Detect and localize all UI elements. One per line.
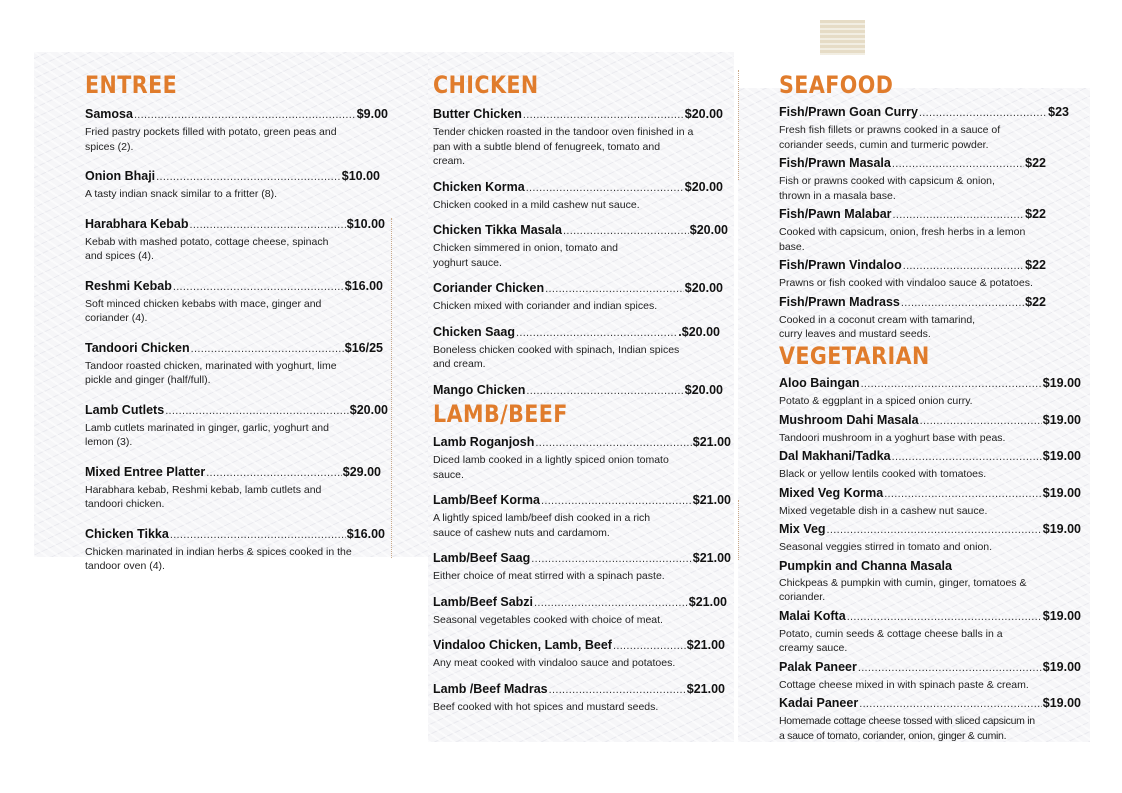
- item-description: Potato & eggplant in a spiced onion curry.: [779, 395, 973, 407]
- item-price: $19.00: [1042, 485, 1081, 500]
- item-name: Mixed Veg Korma: [779, 485, 884, 500]
- item-description: A lightly spiced lamb/beef dish cooked in a rich sauce of cashew nuts and cardamom.: [433, 512, 651, 539]
- item-price: $21.00: [686, 638, 725, 652]
- item-description: Fish or prawns cooked with capsicum & onion, thrown in a masala base.: [779, 175, 995, 202]
- menu-item: [433, 434, 731, 482]
- item-description: Chicken simmered in onion, tomato and yoghurt sauce.: [433, 242, 619, 269]
- item-description: Boneless chicken cooked with spinach, Indian spices and cream.: [433, 343, 680, 370]
- item-price: $20.00: [349, 402, 388, 417]
- menu-item: [433, 382, 723, 399]
- menu-item: [85, 168, 388, 202]
- item-description: Mixed vegetable dish in a cashew nut sauce.: [779, 504, 988, 517]
- menu-item: [85, 464, 388, 512]
- column-divider-right-top: [738, 70, 739, 180]
- item-name: Palak Paneer: [779, 659, 857, 674]
- item-price: $23: [1048, 105, 1069, 119]
- item-name: Chicken Saag: [433, 324, 515, 339]
- menu-item: [779, 659, 1081, 693]
- item-description: Seasonal veggies stirred in tomato and onion.: [779, 541, 993, 553]
- item-price: $20.00: [684, 382, 723, 397]
- column-divider-right-bottom: [738, 500, 739, 560]
- item-name: Malai Kofta: [779, 608, 846, 623]
- item-price: $22: [1025, 258, 1046, 272]
- item-name: Tandoori Chicken: [85, 340, 190, 355]
- item-name: Lamb Roganjosh: [433, 435, 535, 449]
- item-name: Fish/Prawn Masala: [779, 156, 891, 170]
- item-description: Fresh fish fillets or prawns cooked in a sauce of coriander seeds, cumin and turmeric powder.: [779, 124, 1001, 151]
- item-name: Lamb Cutlets: [85, 402, 165, 417]
- item-description: Tender chicken roasted in the tandoor oven finished in a pan with a subtle blend of fenugreek, tomato and cream.: [433, 126, 694, 167]
- menu-item: [779, 521, 1081, 555]
- entree-heading: ENTREE: [85, 71, 178, 99]
- item-name: Fish/Prawn Goan Curry: [779, 105, 918, 119]
- item-name: Fish/Pawn Malabar: [779, 207, 892, 221]
- menu-item: [779, 257, 1069, 291]
- item-description: Tandoori mushroom in a yoghurt base with peas.: [779, 431, 1006, 444]
- menu-item: [433, 637, 731, 671]
- menu-item: [779, 294, 1069, 342]
- item-description: Cooked with capsicum, onion, fresh herbs in a lemon base.: [779, 226, 1026, 253]
- item-name: Dal Makhani/Tadka: [779, 449, 891, 463]
- item-name: Mixed Entree Platter: [85, 464, 206, 479]
- item-name: Samosa: [85, 107, 133, 121]
- item-price: $21.00: [692, 493, 731, 507]
- item-name: Lamb/Beef Korma: [433, 493, 540, 507]
- item-description: Homemade cottage cheese tossed with sliced capsicum in a sauce of tomato, coriander, onion, ginger & cumin.: [779, 715, 1035, 742]
- menu-item: [779, 558, 1081, 605]
- seafood-heading: SEAFOOD: [779, 71, 894, 99]
- column-divider-left: [391, 218, 392, 558]
- lamb-beef-section: [433, 401, 731, 728]
- item-description: Either choice of meat stirred with a spinach paste.: [433, 570, 665, 582]
- item-description: Cottage cheese mixed in with spinach paste & cream.: [779, 678, 1029, 691]
- menu-item: [433, 280, 723, 314]
- menu-item: [433, 324, 723, 372]
- item-name: Lamb/Beef Sabzi: [433, 594, 534, 609]
- item-name: Kadai Paneer: [779, 696, 859, 710]
- item-description: Chicken marinated in indian herbs & spices cooked in the tandoor oven (4).: [85, 545, 352, 572]
- item-price: $19.00: [1042, 696, 1081, 710]
- item-name: Vindaloo Chicken, Lamb, Beef: [433, 638, 612, 652]
- item-description: Diced lamb cooked in a lightly spiced onion tomato sauce.: [433, 454, 669, 481]
- item-name: Lamb /Beef Madras: [433, 681, 548, 696]
- menu-item: [433, 550, 731, 584]
- item-description: A tasty indian snack similar to a fritter (8).: [85, 188, 277, 200]
- item-price: $20.00: [684, 107, 723, 121]
- menu-item: [779, 608, 1081, 656]
- menu-item: [85, 278, 388, 326]
- menu-item: [779, 485, 1081, 519]
- menu-item: [779, 155, 1069, 203]
- item-price: $16.00: [346, 526, 385, 541]
- chicken-heading: CHICKEN: [433, 71, 539, 99]
- item-price: $20.00: [684, 179, 723, 194]
- item-description: Lamb cutlets marinated in ginger, garlic, yoghurt and lemon (3).: [85, 421, 329, 448]
- menu-item: [433, 594, 731, 628]
- item-price: $19.00: [1042, 449, 1081, 463]
- menu-item: [779, 206, 1069, 254]
- item-price: $21.00: [686, 681, 725, 696]
- menu-item: [779, 448, 1081, 482]
- item-description: Harabhara kebab, Reshmi kebab, lamb cutlets and tandoori chicken.: [85, 483, 322, 510]
- item-description: Chicken cooked in a mild cashew nut sauce.: [433, 198, 640, 211]
- item-description: Black or yellow lentils cooked with tomatoes.: [779, 468, 987, 480]
- menu-item: [85, 402, 388, 450]
- vegetarian-section: [779, 343, 1081, 746]
- item-name: Fish/Prawn Madrass: [779, 294, 900, 309]
- item-price: $20.00: [684, 281, 723, 295]
- item-description: Soft minced chicken kebabs with mace, ginger and coriander (4).: [85, 297, 322, 324]
- menu-item: [85, 340, 388, 388]
- item-price: .$20.00: [678, 324, 720, 339]
- item-price: $16/25: [344, 340, 383, 355]
- item-name: Butter Chicken: [433, 107, 522, 121]
- item-description: Cooked in a coconut cream with tamarind, curry leaves and mustard seeds.: [779, 313, 976, 340]
- chicken-section: [433, 71, 728, 413]
- item-description: Fried pastry pockets filled with potato, green peas and spices (2).: [85, 126, 337, 153]
- item-description: Kebab with mashed potato, cottage cheese, spinach and spices (4).: [85, 235, 329, 262]
- seafood-section: [779, 72, 1069, 345]
- item-price: $9.00: [356, 107, 388, 121]
- item-description: Beef cooked with hot spices and mustard seeds.: [433, 700, 659, 713]
- item-price: $22: [1025, 156, 1046, 170]
- vegetarian-heading: VEGETARIAN: [779, 342, 930, 370]
- menu-item: [433, 222, 728, 270]
- item-price: $29.00: [342, 464, 381, 479]
- menu-item: [779, 375, 1081, 409]
- item-price: $19.00: [1042, 659, 1081, 674]
- decorative-swatch: [820, 20, 865, 55]
- menu-item: [779, 695, 1081, 743]
- item-name: Reshmi Kebab: [85, 278, 172, 293]
- item-description: Potato, cumin seeds & cottage cheese balls in a creamy sauce.: [779, 627, 1003, 654]
- item-name: Mango Chicken: [433, 382, 526, 397]
- item-price: $19.00: [1042, 522, 1081, 536]
- menu-item: [779, 104, 1069, 152]
- item-description: Any meat cooked with vindaloo sauce and potatoes.: [433, 657, 676, 669]
- item-price: $10.00: [341, 169, 380, 183]
- item-name: Harabhara Kebab: [85, 216, 189, 231]
- item-description: Seasonal vegetables cooked with choice of meat.: [433, 613, 663, 626]
- item-description: Prawns or fish cooked with vindaloo sauce & potatoes.: [779, 277, 1033, 289]
- item-name: Pumpkin and Channa Masala: [779, 558, 952, 573]
- item-price: $19.00: [1042, 376, 1081, 390]
- item-price: $20.00: [689, 223, 728, 237]
- item-description: Chicken mixed with coriander and indian spices.: [433, 300, 658, 312]
- item-price: $19.00: [1042, 608, 1081, 623]
- item-name: Chicken Tikka: [85, 526, 169, 541]
- item-price: $22: [1025, 294, 1046, 309]
- entree-section: [85, 72, 388, 588]
- menu-item: [779, 412, 1081, 446]
- item-name: Lamb/Beef Saag: [433, 551, 531, 565]
- menu-item: [85, 106, 388, 154]
- item-price: $16.00: [344, 278, 383, 293]
- item-name: Mushroom Dahi Masala: [779, 412, 919, 427]
- item-name: Fish/Prawn Vindaloo: [779, 258, 902, 272]
- lamb-beef-heading: LAMB/BEEF: [433, 400, 568, 428]
- menu-item: [85, 216, 388, 264]
- item-price: $19.00: [1042, 412, 1081, 427]
- item-price: $21.00: [688, 594, 727, 609]
- menu-item: [433, 179, 723, 213]
- menu-item: [85, 526, 388, 574]
- item-name: Mix Veg: [779, 522, 826, 536]
- item-name: Chicken Tikka Masala: [433, 223, 563, 237]
- menu-item: [433, 106, 723, 169]
- item-price: $21.00: [692, 435, 731, 449]
- item-description: Tandoor roasted chicken, marinated with yoghurt, lime pickle and ginger (half/full).: [85, 359, 337, 386]
- item-name: Aloo Baingan: [779, 376, 860, 390]
- menu-item: [433, 492, 731, 540]
- item-price: $21.00: [692, 551, 731, 565]
- item-name: Coriander Chicken: [433, 281, 545, 295]
- item-price: $22: [1025, 207, 1046, 221]
- item-name: Chicken Korma: [433, 179, 525, 194]
- item-price: $10.00: [346, 216, 385, 231]
- item-name: Onion Bhaji: [85, 169, 156, 183]
- menu-item: [433, 681, 731, 715]
- item-description: Chickpeas & pumpkin with cumin, ginger, tomatoes & coriander.: [779, 576, 1027, 603]
